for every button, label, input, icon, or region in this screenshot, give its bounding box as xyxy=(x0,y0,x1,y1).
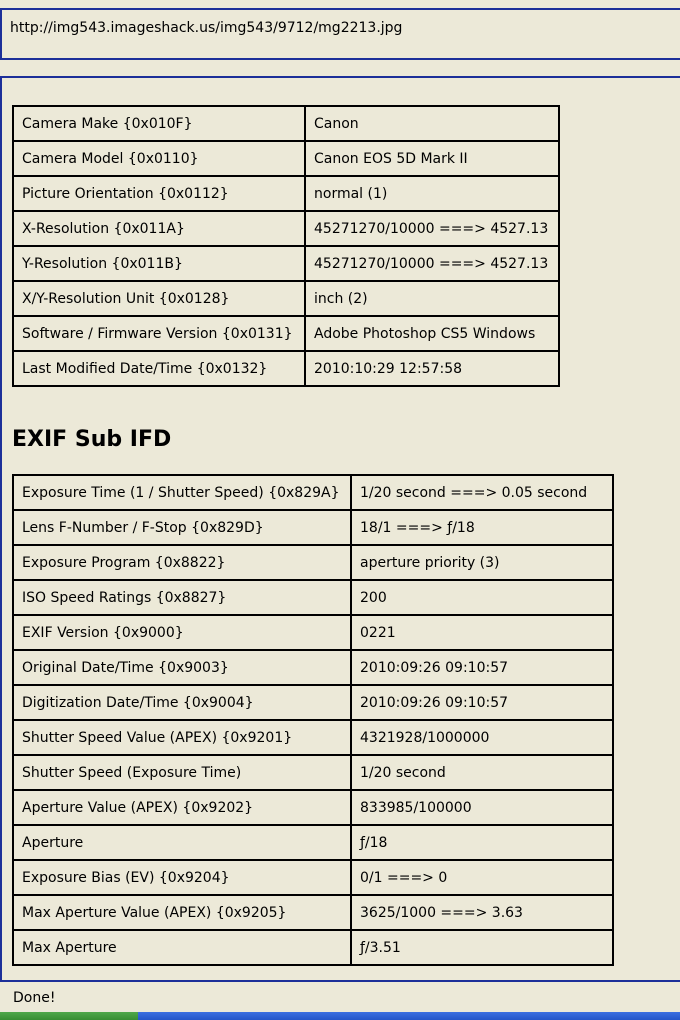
field-value: Canon xyxy=(305,106,559,141)
table-row xyxy=(13,106,559,141)
field-name: Digitization Date/Time {0x9004} xyxy=(13,685,351,720)
field-name: Exposure Program {0x8822} xyxy=(13,545,351,580)
field-value: 2010:10:29 12:57:58 xyxy=(305,351,559,386)
table-row xyxy=(13,281,559,316)
field-name: Original Date/Time {0x9003} xyxy=(13,650,351,685)
ifd0-table xyxy=(12,105,560,387)
field-value: 1/20 second xyxy=(351,755,613,790)
field-name: Exposure Time (1 / Shutter Speed) {0x829A} xyxy=(13,475,351,510)
table-row xyxy=(13,316,559,351)
table-row xyxy=(13,246,559,281)
table-row xyxy=(13,351,559,386)
field-name: Lens F-Number / F-Stop {0x829D} xyxy=(13,510,351,545)
ifd0-table-body xyxy=(13,106,559,386)
field-value: Adobe Photoshop CS5 Windows xyxy=(305,316,559,351)
field-value: 45271270/10000 ===> 4527.13 xyxy=(305,246,559,281)
field-name: Camera Model {0x0110} xyxy=(13,141,305,176)
field-value: 2010:09:26 09:10:57 xyxy=(351,685,613,720)
field-name: Max Aperture xyxy=(13,930,351,965)
status-bar xyxy=(0,980,680,1012)
field-name: Y-Resolution {0x011B} xyxy=(13,246,305,281)
table-row xyxy=(13,930,613,965)
url-display[interactable] xyxy=(0,8,680,60)
table-row xyxy=(13,755,613,790)
field-value: 0221 xyxy=(351,615,613,650)
field-value: 833985/100000 xyxy=(351,790,613,825)
table-row xyxy=(13,545,613,580)
field-value: 3625/1000 ===> 3.63 xyxy=(351,895,613,930)
url-text: http://img543.imageshack.us/img543/9712/mg2213.jpg xyxy=(10,20,403,36)
field-value: Canon EOS 5D Mark II xyxy=(305,141,559,176)
field-value: ƒ/3.51 xyxy=(351,930,613,965)
field-name: Aperture xyxy=(13,825,351,860)
field-value: 0/1 ===> 0 xyxy=(351,860,613,895)
field-name: ISO Speed Ratings {0x8827} xyxy=(13,580,351,615)
table-row xyxy=(13,860,613,895)
table-row xyxy=(13,720,613,755)
field-name: Shutter Speed Value (APEX) {0x9201} xyxy=(13,720,351,755)
table-row xyxy=(13,650,613,685)
table-row xyxy=(13,825,613,860)
exif-section-heading: EXIF Sub IFD xyxy=(12,427,172,452)
field-value: inch (2) xyxy=(305,281,559,316)
table-row xyxy=(13,211,559,246)
status-text: Done! xyxy=(13,990,56,1006)
exif-table xyxy=(12,474,614,966)
field-name: X/Y-Resolution Unit {0x0128} xyxy=(13,281,305,316)
field-name: Software / Firmware Version {0x0131} xyxy=(13,316,305,351)
field-name: EXIF Version {0x9000} xyxy=(13,615,351,650)
table-row xyxy=(13,475,613,510)
exif-report-panel[interactable] xyxy=(0,76,680,980)
field-value: aperture priority (3) xyxy=(351,545,613,580)
field-value: 1/20 second ===> 0.05 second xyxy=(351,475,613,510)
table-row xyxy=(13,790,613,825)
field-name: Exposure Bias (EV) {0x9204} xyxy=(13,860,351,895)
field-name: Last Modified Date/Time {0x0132} xyxy=(13,351,305,386)
field-value: ƒ/18 xyxy=(351,825,613,860)
field-value: 200 xyxy=(351,580,613,615)
start-button[interactable] xyxy=(0,1012,138,1020)
table-row xyxy=(13,895,613,930)
field-name: Camera Make {0x010F} xyxy=(13,106,305,141)
table-row xyxy=(13,176,559,211)
field-name: X-Resolution {0x011A} xyxy=(13,211,305,246)
field-name: Picture Orientation {0x0112} xyxy=(13,176,305,211)
field-value: 2010:09:26 09:10:57 xyxy=(351,650,613,685)
table-row xyxy=(13,615,613,650)
field-value: 45271270/10000 ===> 4527.13 xyxy=(305,211,559,246)
field-name: Max Aperture Value (APEX) {0x9205} xyxy=(13,895,351,930)
field-name: Aperture Value (APEX) {0x9202} xyxy=(13,790,351,825)
field-name: Shutter Speed (Exposure Time) xyxy=(13,755,351,790)
field-value: 18/1 ===> ƒ/18 xyxy=(351,510,613,545)
table-row xyxy=(13,510,613,545)
table-row xyxy=(13,580,613,615)
exif-table-body xyxy=(13,475,613,965)
table-row xyxy=(13,685,613,720)
table-row xyxy=(13,141,559,176)
field-value: normal (1) xyxy=(305,176,559,211)
field-value: 4321928/1000000 xyxy=(351,720,613,755)
